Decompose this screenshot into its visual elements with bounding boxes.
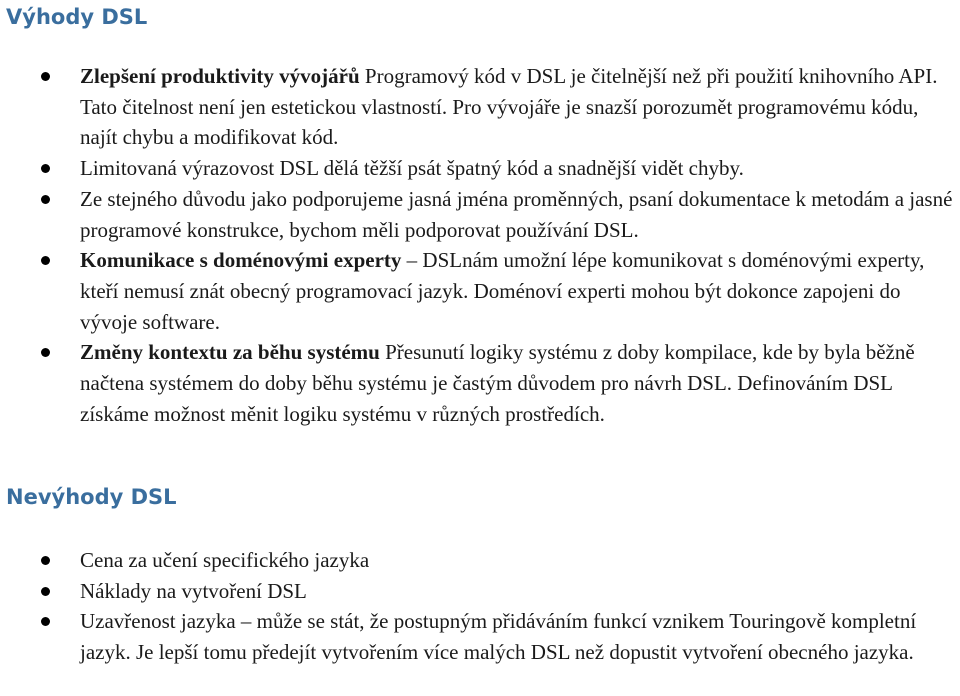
bullet-icon [41,72,50,81]
bullet-icon [41,195,50,204]
advantage-text: Limitovaná výrazovost DSL dělá těžší psát špatný kód a snadnější vidět chyby. [80,156,744,181]
disadvantage-text: Uzavřenost jazyka – může se stát, že postupným přidáváním funkcí vznikem Touringově kompletní jazyk. Je lepší tomu předejít vytvořením více malých DSL než dopustit vytvoření obecného jazyka. [80,609,917,665]
advantage-term: Komunikace s doménovými experty [80,248,402,273]
bullet-icon [41,556,50,565]
disadvantages-list [0,545,960,668]
disadvantage-text: Cena za učení specifického jazyka [80,548,370,572]
advantage-item-clear-names [0,184,960,245]
advantage-item-runtime-context [0,337,960,429]
advantages-list [0,61,960,429]
disadvantage-item-creation-cost [0,576,960,607]
advantage-text: Programový kód v DSL je čitelnější než při použití knihovního API. Tato čitelnost není jen estetickou vlastností. Pro vývojáře je snazší porozumět programovému kódu, najít chybu a modifikovat kód. [80,64,938,150]
advantage-item-limited-expressivity [0,153,960,184]
advantage-text: Ze stejného důvodu jako podporujeme jasná jména proměnných, psaní dokumentace k metodám a jasné programové konstrukce, bychom měli podporovat používání DSL. [80,186,953,242]
disadvantage-item-learning-cost [0,545,960,576]
advantage-text: Přesunutí logiky systému z doby kompilace, kde by byla běžně načtena systémem do doby běhu systému je častým důvodem pro návrh DSL. Definováním DSL získáme možnost měnit logiku systému v různých prostředích. [80,340,915,426]
advantage-item-productivity [0,61,960,153]
advantage-term: Zlepšení produktivity vývojářů [80,64,360,88]
disadvantages-heading: Nevýhody DSL [6,485,177,509]
advantage-term: Změny kontextu za běhu systému [80,340,380,365]
advantage-item-communication [0,245,960,337]
bullet-icon [41,617,50,626]
advantages-heading: Výhody DSL [6,5,148,29]
bullet-icon [41,348,50,357]
advantage-text: – DSLnám umožní lépe komunikovat s doménovými experty, kteří nemusí znát obecný programovací jazyk. Doménoví experti mohou být dokonce zapojeni do vývoje software. [80,248,925,334]
bullet-icon [41,164,50,173]
disadvantage-item-language-closure [0,606,960,667]
disadvantage-text: Náklady na vytvoření DSL [80,578,307,603]
bullet-icon [41,256,50,265]
bullet-icon [41,587,50,596]
